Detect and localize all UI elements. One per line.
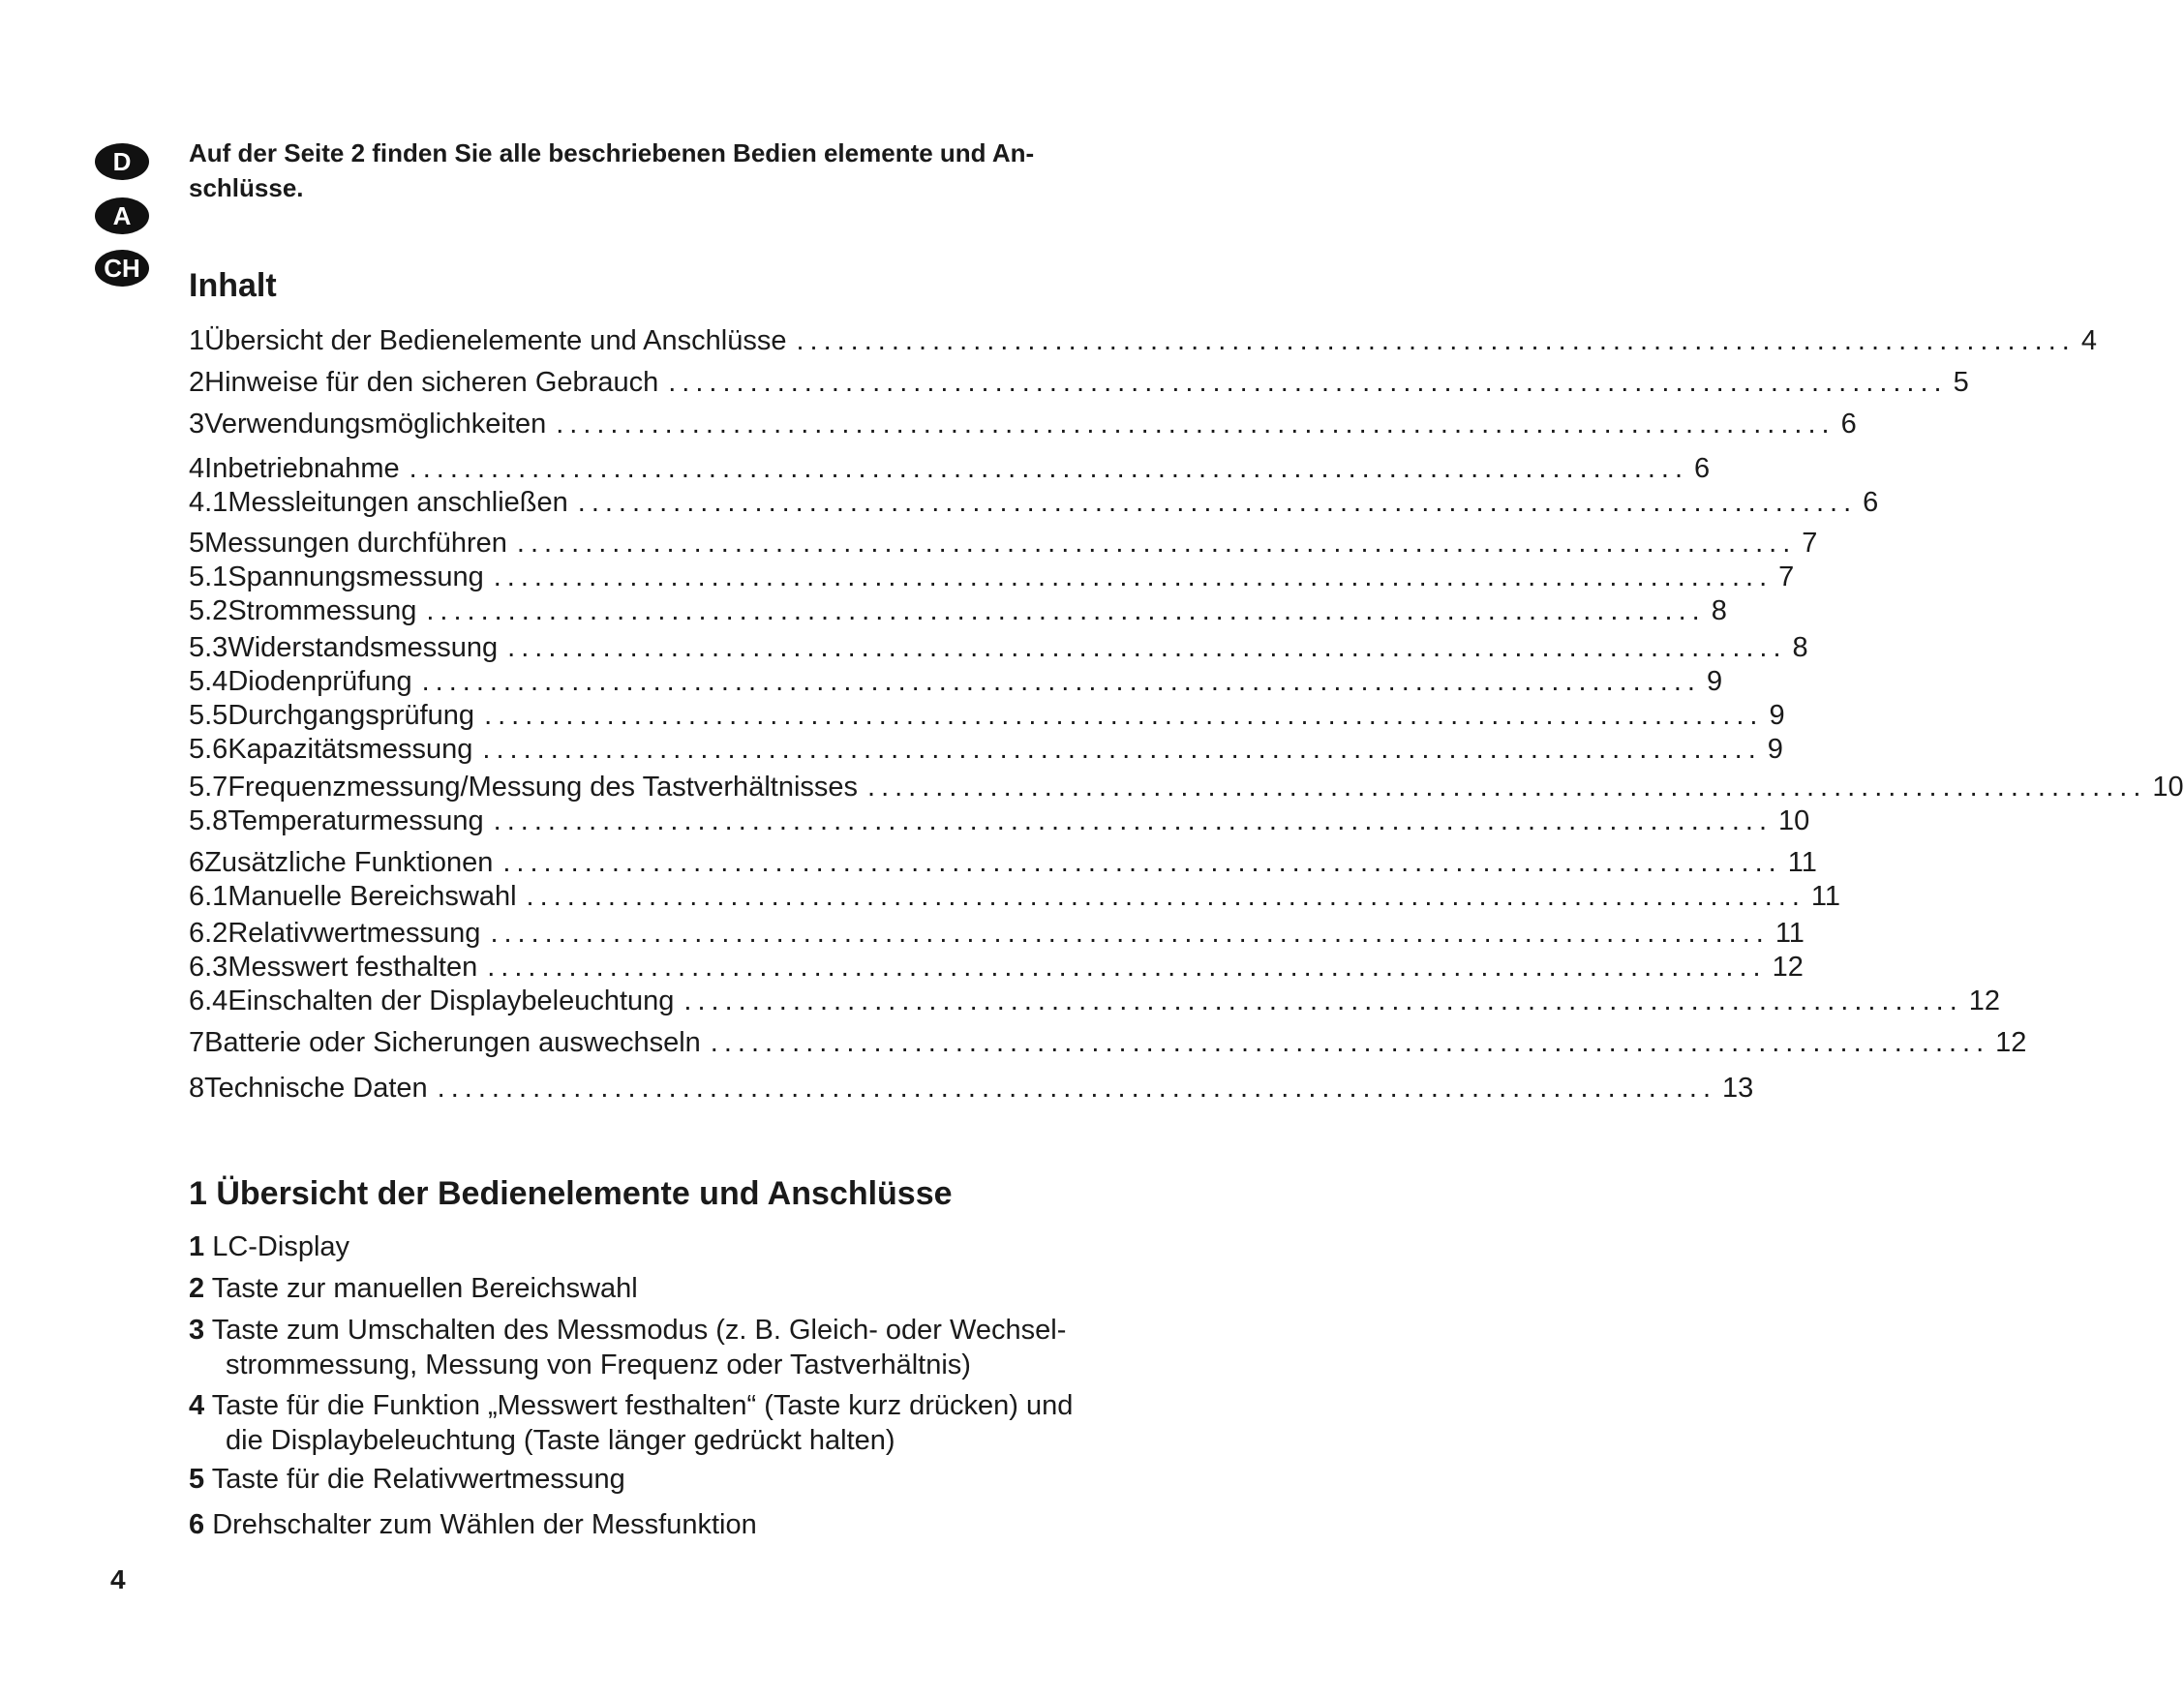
toc-entry (189, 1071, 1754, 1106)
toc-leader: .............................................................................................. (796, 325, 2076, 356)
toc-leader: .............................................................................................. (577, 487, 1858, 518)
toc-page: 10 (2152, 772, 2184, 803)
toc-title: Hinweise für den sicheren Gebrauch (204, 367, 659, 398)
toc-number: 5.8 (189, 805, 228, 836)
toc-title: Diodenprüfung (228, 666, 412, 697)
toc-title: Messleitungen anschließen (228, 487, 568, 518)
toc-leader: .............................................................................................. (493, 805, 1774, 836)
toc-entry (189, 845, 1817, 880)
toc-number: 1 (189, 325, 205, 356)
toc-title: Frequenzmessung/Messung des Tastverhältnisses (228, 772, 859, 803)
toc-number: 6.2 (189, 918, 228, 949)
toc-leader: .............................................................................................. (493, 561, 1774, 592)
toc-title: Inbetriebnahme (204, 453, 400, 484)
toc-page: 11 (1810, 881, 1841, 912)
item-number: 4 (189, 1390, 205, 1421)
toc-entry (189, 323, 2097, 358)
toc-number: 7 (189, 1027, 205, 1058)
toc-leader: .............................................................................................. (683, 985, 1963, 1016)
toc-title: Technische Daten (204, 1073, 428, 1104)
item-number: 5 (189, 1464, 205, 1495)
toc-leader: .............................................................................................. (668, 367, 1948, 398)
toc-entry (189, 526, 1818, 561)
item-text: LC-Display (212, 1231, 350, 1262)
toc-title: Messwert festhalten (228, 952, 478, 983)
toc-leader: .............................................................................................. (556, 409, 1835, 440)
intro-note (189, 136, 1118, 205)
toc-page: 7 (1802, 528, 1818, 559)
toc-number: 6.4 (189, 985, 228, 1016)
toc-number: 4 (189, 453, 205, 484)
list-item (189, 1388, 1118, 1458)
toc-number: 5.2 (189, 595, 228, 626)
item-text: Taste für die Funktion „Messwert festhalten“ (Taste kurz drücken) und (211, 1390, 1074, 1421)
list-item (189, 1507, 1118, 1542)
toc-entry (189, 770, 2184, 804)
intro-line-1: Auf der Seite 2 finden Sie alle beschriebenen Bedien elemente und An- (189, 138, 1035, 167)
item-number: 6 (189, 1509, 205, 1540)
badge-at: A (95, 197, 149, 234)
toc-title: Temperaturmessung (228, 805, 484, 836)
toc-leader: .............................................................................................. (482, 734, 1762, 765)
toc-title: Manuelle Bereichswahl (228, 881, 517, 912)
toc-leader: .............................................................................................. (867, 772, 2147, 803)
toc-page: 9 (1706, 666, 1723, 697)
toc-page: 8 (1711, 595, 1727, 626)
toc-number: 4.1 (189, 487, 228, 518)
toc-page: 10 (1778, 805, 1810, 836)
item-number: 3 (189, 1315, 205, 1346)
toc-entry (189, 593, 1727, 628)
badge-ch: CH (95, 250, 149, 287)
toc-leader: .............................................................................................. (421, 666, 1701, 697)
toc-leader: .............................................................................................. (502, 847, 1782, 878)
toc-page: 4 (2080, 325, 2097, 356)
toc-page: 6 (1840, 409, 1857, 440)
toc-page: 9 (1767, 734, 1783, 765)
item-text: Drehschalter zum Wählen der Messfunktion (212, 1509, 757, 1540)
toc-title: Messungen durchführen (204, 528, 507, 559)
toc-number: 5.6 (189, 734, 228, 765)
toc-entry (189, 365, 1969, 400)
toc-title: Verwendungsmöglichkeiten (204, 409, 547, 440)
toc-leader: .............................................................................................. (484, 700, 1764, 731)
toc-page: 8 (1792, 632, 1808, 663)
toc-entry (189, 560, 1795, 594)
toc-entry (189, 804, 1810, 838)
toc-number: 5.4 (189, 666, 228, 697)
toc-entry (189, 1025, 2027, 1060)
contents-heading: Inhalt (189, 267, 277, 304)
toc-entry (189, 407, 1857, 441)
toc-page: 11 (1787, 847, 1817, 878)
toc-entry (189, 984, 2001, 1018)
list-item (189, 1229, 1118, 1264)
item-text: Taste für die Relativwertmessung (211, 1464, 625, 1495)
toc-page: 7 (1778, 561, 1795, 592)
item-text-continued: strommessung, Messung von Frequenz oder Tastverhältnis) (226, 1349, 971, 1380)
toc-page: 6 (1863, 487, 1879, 518)
toc-entry (189, 916, 1805, 951)
toc-entry (189, 879, 1841, 914)
toc-entry (189, 950, 1804, 985)
toc-number: 5.3 (189, 632, 228, 663)
item-text-continued: die Displaybeleuchtung (Taste länger gedrückt halten) (226, 1425, 895, 1456)
toc-leader: .............................................................................................. (437, 1073, 1717, 1104)
toc-title: Einschalten der Displaybeleuchtung (228, 985, 675, 1016)
toc-entry (189, 732, 1783, 767)
toc-title: Batterie oder Sicherungen auswechseln (204, 1027, 701, 1058)
toc-leader: .............................................................................................. (526, 881, 1805, 912)
toc-page: 12 (1995, 1027, 2027, 1058)
toc-page: 12 (1772, 952, 1804, 983)
section-1-heading: 1 Übersicht der Bedienelemente und Anschlüsse (189, 1175, 953, 1212)
list-item (189, 1462, 1118, 1497)
toc-title: Übersicht der Bedienelemente und Anschlüsse (204, 325, 787, 356)
item-text: Taste zum Umschalten des Messmodus (z. B. Gleich- oder Wechsel- (211, 1315, 1067, 1346)
toc-title: Spannungsmessung (228, 561, 484, 592)
toc-number: 6.1 (189, 881, 228, 912)
toc-leader: .............................................................................................. (426, 595, 1706, 626)
toc-page: 12 (1968, 985, 2001, 1016)
toc-title: Widerstandsmessung (228, 632, 499, 663)
toc-number: 3 (189, 409, 205, 440)
intro-line-2: schlüsse. (189, 173, 304, 202)
toc-number: 5.7 (189, 772, 228, 803)
toc-entry (189, 485, 1879, 520)
toc-leader: .............................................................................................. (490, 918, 1770, 949)
toc-number: 5.5 (189, 700, 228, 731)
toc-title: Durchgangsprüfung (228, 700, 475, 731)
toc-title: Kapazitätsmessung (228, 734, 473, 765)
badge-de: D (95, 143, 149, 180)
toc-number: 6.3 (189, 952, 228, 983)
toc-number: 6 (189, 847, 205, 878)
toc-number: 2 (189, 367, 205, 398)
toc-number: 5 (189, 528, 205, 559)
toc-page: 11 (1774, 918, 1805, 949)
toc-entry (189, 664, 1723, 699)
toc-page: 6 (1694, 453, 1711, 484)
toc-leader: .............................................................................................. (507, 632, 1787, 663)
list-item (189, 1313, 1118, 1382)
toc-leader: .............................................................................................. (487, 952, 1767, 983)
item-number: 2 (189, 1273, 205, 1304)
toc-entry (189, 698, 1785, 733)
toc-title: Relativwertmessung (228, 918, 481, 949)
toc-leader: .............................................................................................. (516, 528, 1797, 559)
item-number: 1 (189, 1231, 205, 1262)
toc-number: 5.1 (189, 561, 228, 592)
item-text: Taste zur manuellen Bereichswahl (211, 1273, 638, 1304)
toc-entry (189, 630, 1808, 665)
toc-number: 8 (189, 1073, 205, 1104)
toc-entry (189, 451, 1711, 486)
toc-leader: .............................................................................................. (409, 453, 1689, 484)
toc-title: Strommessung (228, 595, 417, 626)
toc-page: 9 (1769, 700, 1785, 731)
toc-title: Zusätzliche Funktionen (204, 847, 494, 878)
toc-page: 13 (1722, 1073, 1754, 1104)
toc-page: 5 (1953, 367, 1969, 398)
toc-leader: .............................................................................................. (710, 1027, 1990, 1058)
list-item (189, 1271, 1118, 1306)
page-number: 4 (110, 1564, 126, 1594)
